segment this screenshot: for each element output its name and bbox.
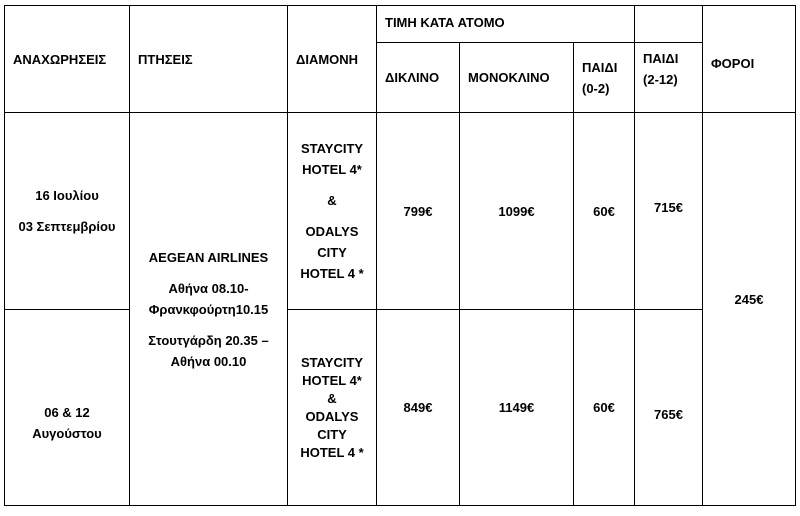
price-single: 1149€ — [460, 310, 574, 506]
header-child-2-12-line1: ΠΑΙΔΙ — [643, 51, 679, 66]
outbound-flight-line: Αθήνα 08.10- — [168, 280, 249, 296]
hotel-name-line: HOTEL 4* — [302, 372, 362, 388]
price-double: 849€ — [377, 310, 460, 506]
date-line: Αυγούστου — [32, 425, 102, 441]
accommodation-cell — [288, 113, 377, 310]
hotel-name-line: CITY — [317, 426, 347, 442]
taxes-value: 245€ — [703, 113, 796, 506]
table-row — [5, 113, 796, 310]
header-price-per-person: ΤΙΜΗ ΚΑΤΑ ΑΤΟΜΟ — [377, 6, 635, 43]
hotel-name-line: STAYCITY — [300, 354, 364, 370]
price-child-2-12: 765€ — [635, 310, 703, 506]
hotel-separator: & — [327, 390, 337, 406]
hotel-name-line: STAYCITY — [300, 141, 364, 156]
departure-dates-cell — [5, 113, 130, 310]
header-taxes: ΦΟΡΟΙ — [703, 6, 796, 113]
header-single: ΜΟΝΟΚΛΙΝΟ — [460, 43, 574, 113]
hotel-separator: & — [327, 193, 337, 208]
flights-cell — [130, 113, 288, 506]
price-child-0-2: 60€ — [574, 113, 635, 310]
hotel-name-line: HOTEL 4 * — [300, 266, 364, 281]
hotel-name-line: ODALYS — [305, 224, 359, 239]
header-departures: ΑΝΑΧΩΡΗΣΕΙΣ — [5, 6, 130, 113]
header-child-2-12-line2: (2-12) — [643, 72, 678, 87]
header-child-2-12 — [635, 43, 703, 113]
date-line: 06 & 12 — [44, 404, 90, 420]
price-child-2-12: 715€ — [635, 113, 703, 310]
table-row — [5, 310, 796, 506]
price-child-0-2: 60€ — [574, 310, 635, 506]
hotel-name-line: ODALYS — [305, 408, 359, 424]
header-child-0-2-line1: ΠΑΙΔΙ — [582, 59, 618, 75]
header-flights: ΠΤΗΣΕΙΣ — [130, 6, 288, 113]
price-table — [4, 5, 796, 506]
hotel-name-line: HOTEL 4* — [302, 162, 362, 177]
header-double: ΔΙΚΛΙΝΟ — [377, 43, 460, 113]
price-table-container — [4, 5, 796, 506]
date-line: 03 Σεπτεμβρίου — [18, 219, 116, 234]
header-accommodation: ΔΙΑΜΟΝΗ — [288, 6, 377, 113]
hotel-name-line: HOTEL 4 * — [300, 444, 364, 460]
header-empty-cell — [635, 6, 703, 43]
outbound-flight-line: Φρανκφούρτη10.15 — [148, 301, 269, 317]
price-double: 799€ — [377, 113, 460, 310]
date-line: 16 Ιουλίου — [35, 188, 99, 203]
return-flight-line: Στουτγάρδη 20.35 – — [148, 332, 269, 348]
airline-name: AEGEAN AIRLINES — [148, 249, 269, 265]
price-single: 1099€ — [460, 113, 574, 310]
header-child-0-2-line2: (0-2) — [582, 80, 610, 96]
accommodation-cell — [288, 310, 377, 506]
hotel-name-line: CITY — [317, 245, 347, 260]
departure-dates-cell — [5, 310, 130, 506]
header-child-0-2 — [574, 43, 635, 113]
return-flight-line: Αθήνα 00.10 — [170, 353, 247, 369]
